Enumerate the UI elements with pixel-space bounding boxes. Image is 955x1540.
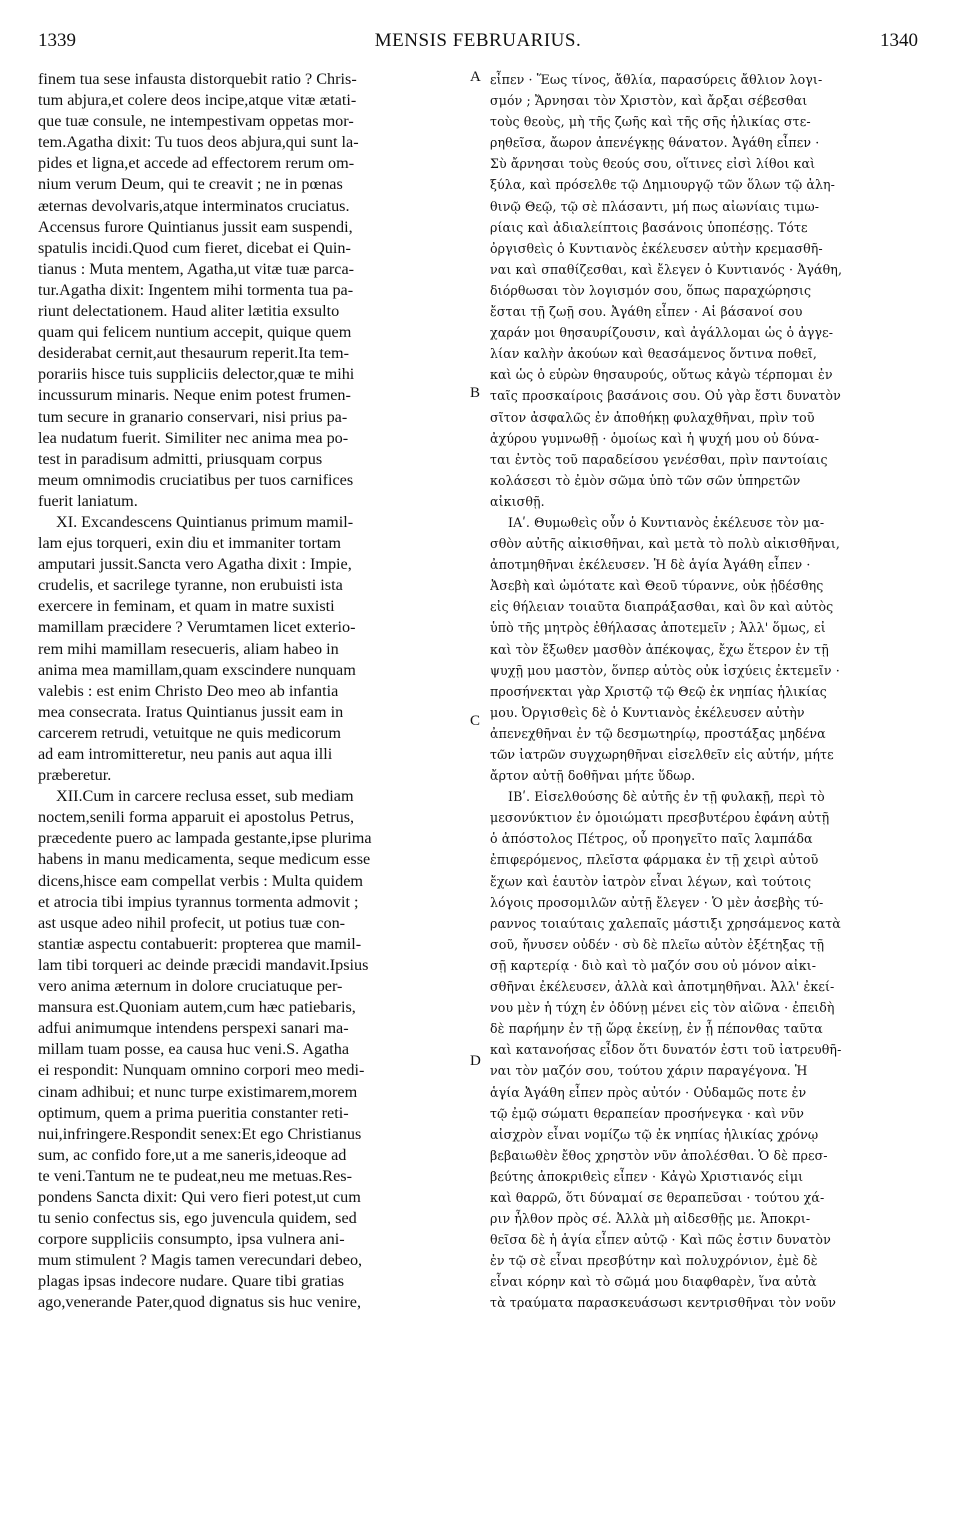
greek-line: λίαν καλὴν ἀκούων καὶ θεασάμενος ὅντινα ποθεῖ,	[490, 346, 818, 362]
latin-line: tur.Agatha dixit: Ingentem mihi tormenta tua pa-	[38, 280, 354, 299]
greek-line: καὶ κατανοήσας εἶδον ὅτι δυνατόν ἐστι τοῦ ἰατρευθῆ-	[490, 1042, 842, 1058]
latin-line: cinam adhibui; et nunc turpe existimarem,morem	[38, 1082, 358, 1101]
latin-line: sum, ac confido fore,ut a me saneris,ideoque ad	[38, 1145, 347, 1164]
latin-line: vero anima æternum in dolore cruciatuque per-	[38, 977, 343, 996]
latin-line: mamillam præcidere ? Verumtamen licet exterio-	[38, 618, 356, 637]
left-page-number: 1339	[38, 30, 76, 51]
latin-line: carcerem retrudi, vetuitque ne quis medicorum	[38, 723, 341, 742]
latin-line: riunt delectationem. Haud aliter lætitia exsulto	[38, 302, 340, 321]
latin-line: habens in manu medicamenta, seque medicum esse	[38, 850, 371, 869]
greek-line: δὲ παρήμην ἐν τῇ ὥρᾳ ἐκείνῃ, ἐν ᾗ πέπονθας ταῦτα	[490, 1021, 823, 1037]
latin-line: tum abjura,et colere deos incipe,atque vitæ ætati-	[38, 91, 357, 110]
latin-line: porariis hisce tuis suppliciis delector,quæ te mihi	[38, 365, 355, 384]
latin-line: tianus : Muta mentem, Agatha,ut vitæ tuæ parca-	[38, 259, 355, 278]
greek-line: σθὸν αὐτῆς αἰκισθῆναι, καὶ μετὰ τὸ πολὺ αἰκισθῆναι,	[490, 536, 840, 552]
latin-line: lea nudatum fuerit. Similiter nec anima mea po-	[38, 428, 349, 447]
latin-line: tem.Agatha dixit: Tu tuos deos abjura,qui sunt la-	[38, 133, 359, 152]
greek-line: τὰ τραύματα παρασκευάσωσι κεντρισθῆναι τὸν νοῦν	[490, 1295, 837, 1311]
greek-line: τῶν ἰατρῶν συγχωρηθῆναι εἰσελθεῖν εἰς αὐτήν, μήτε	[490, 747, 834, 762]
greek-line: εἰς θήλειαν τοιαῦτα διαπράξασθαι, καὶ ὃν καὶ αὐτὸς	[490, 599, 834, 615]
latin-line: pondens Sancta dixit: Qui vero fieri potest,ut cum	[38, 1187, 361, 1206]
greek-line: θινῷ Θεῷ, τῷ σὲ πλάσαντι, μή πως αἰωνίαις τιμω-	[490, 198, 820, 214]
greek-line: ὑπὸ τῆς μητρὸς ἐθήλασας ἀποτεμεῖν ; Ἀλλ' ὅμως, εἰ	[490, 620, 826, 636]
latin-line: crudelis, et sacrilege tyranne, non erubuisti ista	[38, 576, 343, 595]
latin-line: finem tua sese infausta distorquebit ratio ? Chris-	[38, 70, 357, 88]
running-title: MENSIS FEBRUARIUS.	[374, 30, 582, 51]
latin-line: meum omnimodis cruciatibus per tuos carnifices	[38, 470, 354, 489]
greek-line: μεσονύκτιον ἐν ὁμοιώματι πρεσβυτέρου ἐφάνη αὐτῇ	[490, 810, 830, 826]
greek-line: χαράν μοι θησαυρίζουσιν, καὶ ἀγάλλομαι ὡς ὁ ἀγγε-	[490, 325, 834, 341]
greek-line: καὶ τὸν ἔξωθεν μασθὸν ἀπέκοψας, ἔχω ἕτερον ἐν τῇ	[490, 641, 829, 657]
latin-line: desiderabat cernit,aut thesaurum reperit.Ita tem-	[38, 344, 350, 363]
running-header	[38, 30, 918, 58]
greek-line: ἀποτμηθῆναι ἐκέλευσεν. Ἡ δὲ ἁγία Ἀγάθη εἶπεν ·	[490, 557, 811, 573]
latin-line: XII.Cum in carcere reclusa esset, sub mediam	[56, 787, 354, 806]
section-marker-d: D	[470, 1053, 481, 1069]
greek-line: ἔχων καὶ ἑαυτὸν ἰατρὸν εἶναι λέγων, καὶ τούτοις	[490, 873, 812, 889]
latin-line: dicens,hisce eam compellat verbis : Multa quidem	[38, 871, 364, 890]
greek-column	[490, 69, 922, 1314]
greek-line: τῷ ἐμῷ σώματι θεραπείαν προσήνεγκα · καὶ νῦν	[490, 1105, 805, 1121]
greek-line: ρηθεῖσα, ἄωρον ἀπενέγκῃς θάνατον. Ἀγάθη εἶπεν ·	[490, 135, 820, 151]
latin-line: anima mea mamillam,quam exscindere nunquam	[38, 660, 356, 679]
latin-line: æternas devolvaris,atque interminatos cruciatus.	[38, 196, 350, 215]
greek-line: ναι τὸν μαζόν σου, τούτου χάριν παραγέγονα. Ἡ	[490, 1063, 808, 1079]
greek-line: σθῆναι ἐκέλευσεν, ἀλλὰ καὶ ἀποτμηθῆναι. Ἀλλ' ἐκεί-	[490, 979, 835, 995]
greek-line: σῖτον ἀσφαλῶς ἐν ἀποθήκῃ φυλαχθῆναι, πρὶν τοῦ	[490, 409, 815, 425]
greek-line: ταῖς προσκαίροις βασάνοις σου. Οὐ γὰρ ἔστι δυνατὸν	[490, 388, 841, 404]
latin-line: ast usque adeo nihil profecit, ut potius tuæ con-	[38, 913, 346, 932]
latin-line: lam tibi torqueri ac deinde præcidi mandavit.Ipsius	[38, 955, 369, 974]
greek-line: ἄρτον αὐτῇ δοθῆναι μήτε ὕδωρ.	[490, 768, 696, 784]
latin-line: mea consecrata. Iratus Quintianus jussit eam in	[38, 702, 344, 721]
latin-line: que tuæ consule, ne intempestivam oppetas mor-	[38, 112, 354, 131]
greek-line: κολάσεσι τὸ ἐμὸν σῶμα ὑπὸ τῶν σῶν ὑπηρετῶν	[490, 472, 801, 488]
greek-line: σμόν ; Ἄρνησαι τὸν Χριστὸν, καὶ ἄρξαι σέβεσθαι	[490, 93, 808, 109]
latin-line: et atrocia tibi impius tyrannus tormenta admovit ;	[38, 892, 359, 911]
latin-line: spatulis incidi.Quod cum fieret, dicebat ei Quin-	[38, 238, 351, 257]
latin-line: pides et ligna,et accede ad effectorem rerum om-	[38, 154, 355, 173]
latin-line: plagas ipsas indecore nudare. Quare tibi gratias	[38, 1272, 345, 1291]
section-marker-c: C	[470, 713, 481, 729]
greek-line: αἰσχρὸν εἶναι νομίζω τῷ ἐκ νηπίας ἡλικίας χρόνῳ	[490, 1126, 819, 1142]
latin-line: rem mihi mamillam resecueris, aliam habeo in	[38, 639, 339, 658]
latin-line: incussurum minaris. Neque enim potest frumen-	[38, 386, 351, 405]
latin-line: exercere in feminam, et quam in matre suxisti	[38, 597, 335, 616]
greek-line: ἀχύρου γυμνωθῇ · ὁμοίως καὶ ἡ ψυχή μου οὐ δύνα-	[490, 430, 820, 446]
greek-line: Σὺ ἄρνησαι τοὺς θεούς σου, οἵτινες εἰσὶ λίθοι καὶ	[490, 156, 816, 172]
latin-line: corpore suppliciis consumpto, ipsa vulnera ani-	[38, 1230, 345, 1249]
latin-line: mansura est.Quoniam autem,cum hæc patiebaris,	[38, 998, 356, 1017]
greek-line: σοῦ, ἤνυσεν οὐδέν · σὺ δὲ πλεῖω αὐτὸν ἐξέτηξας τῇ	[490, 936, 825, 952]
greek-line: τοὺς θεοὺς, μὴ τῆς ζωῆς καὶ τῆς σῆς ἡλικίας στε-	[490, 114, 811, 130]
latin-line: stantiæ aspectu contabuerit: propterea que mamil-	[38, 934, 362, 953]
section-marker-b: B	[470, 385, 481, 401]
latin-line: ei respondit: Nunquam omnino corpori meo medi-	[38, 1061, 365, 1080]
greek-line: θεῖσα δὲ ἡ ἁγία εἶπεν αὐτῷ · Καὶ πῶς ἐστιν δυνατὸν	[490, 1232, 831, 1248]
greek-line: βεύτης ἀποκριθεὶς εἶπεν · Κἀγὼ Χριστιανός εἰμι	[490, 1168, 804, 1184]
greek-line: βεβαιωθὲν ἔθος χρηστὸν νῦν ἀπολέσθαι. Ὁ δὲ πρεσ-	[490, 1147, 828, 1163]
latin-line: nium verum Deum, qui te creavit ; ne in pœnas	[38, 175, 343, 194]
greek-line: Ἀσεβὴ καὶ ὠμότατε καὶ Θεοῦ τύραννε, οὐκ ᾐδέσθης	[490, 578, 824, 594]
latin-column	[38, 69, 470, 1314]
greek-line: ἀπενεχθῆναι ἐν τῷ δεσμωτηρίῳ, προστάξας μηδένα	[490, 725, 826, 741]
latin-line: noctem,senili forma apparuit ei apostolus Petrus,	[38, 808, 355, 827]
latin-line: te veni.Tantum ne te pudeat,neu me metuas.Res-	[38, 1166, 352, 1185]
right-page-number: 1340	[880, 30, 918, 51]
greek-line: ραννος τοιαύταις χαλεπαῖς μάστιξι χρησάμενος κατὰ	[490, 915, 841, 931]
latin-line: ago,venerande Pater,quod dignatus sis huc venire,	[38, 1293, 362, 1312]
greek-line: ριν ἦλθον πρὸς σέ. Ἀλλὰ μὴ αἰδεσθῇς με. Ἀποκρι-	[490, 1211, 811, 1227]
greek-line: εἶναι κόρην καὶ τὸ σῶμά μου διαφθαρὲν, ἵνα αὐτὰ	[490, 1274, 817, 1290]
latin-line: ad eam intromitteretur, neu panis aut aqua illi	[38, 745, 333, 763]
latin-line: mum stimulent ? Magis tamen verecundari debeo,	[38, 1251, 363, 1270]
greek-line: καὶ θαρρῶ, ὅτι δύναμαί σε θεραπεῦσαι · τούτου χά-	[490, 1189, 825, 1205]
greek-line: ΙΑʹ. Θυμωθεὶς οὖν ὁ Κυντιανὸς ἐκέλευσε τὸν μα-	[508, 514, 825, 530]
greek-line: ἔσται τῇ ζωῇ σου. Ἀγάθη εἶπεν · Αἱ βάσανοί σου	[490, 304, 803, 320]
greek-line: προσήνεκται γὰρ Χριστῷ τῷ Θεῷ ἐκ νηπίας ἡλικίας	[490, 683, 827, 699]
greek-line: μου. Ὀργισθεὶς δὲ ὁ Κυντιανὸς ἐκέλευσεν αὐτὴν	[490, 704, 805, 720]
latin-line: optimum, quem a prima pueritia constanter reti-	[38, 1103, 349, 1122]
greek-line: σῇ καρτερίᾳ · διὸ καὶ τὸ μαζόν σου οὐ μόνον αἰκι-	[490, 957, 817, 973]
latin-line: tum secure in granario conservari, nisi prius pa-	[38, 407, 348, 426]
latin-line: lam ejus torqueri, exin diu et immaniter tortam	[38, 534, 341, 553]
greek-line: ψυχῇ μου μαστὸν, ὅνπερ αὐτὸς οὐκ ἰσχύεις ἐκτεμεῖν ·	[490, 662, 840, 678]
latin-line: tu senio confectus sis, ego juvencula quidem, sed	[38, 1209, 357, 1228]
latin-line: præberetur.	[38, 766, 112, 785]
greek-line: λόγοις προσομιλῶν αὐτῇ ἔλεγεν · Ὁ μὲν ἀσεβὴς τύ-	[490, 894, 824, 910]
greek-line: καὶ ὡς ὁ εὑρὼν θησαυρούς, οὕτως κἀγὼ τέρπομαι ἐν	[490, 367, 833, 383]
greek-line: εἶπεν · Ἕως τίνος, ἄθλία, παρασύρεις ἄθλιον λογι-	[490, 72, 823, 87]
greek-line: ἐπιφερόμενος, πλεῖστα φάρμακα ἐν τῇ χειρὶ αὐτοῦ	[490, 852, 819, 868]
greek-line: ρίαις καὶ ἀδιαλείπτοις βασάνοις ὑποπέσῃς. Τότε	[490, 219, 808, 235]
greek-line: αἰκισθῇ.	[490, 493, 545, 509]
greek-line: ἁγία Ἀγάθη εἶπεν πρὸς αὐτόν · Οὐδαμῶς ποτε ἐν	[490, 1084, 807, 1100]
greek-line: ξύλα, καὶ πρόσελθε τῷ Δημιουργῷ τῶν ὅλων τῷ ἀλη-	[490, 177, 836, 193]
greek-line: ἐν τῷ σὲ εἶναι πρεσβύτην καὶ πολυχρόνιον, ἐμὲ δὲ	[490, 1253, 818, 1269]
section-marker-a: A	[470, 69, 481, 85]
greek-line: ναι καὶ σπαθίζεσθαι, καὶ ἔλεγεν ὁ Κυντιανός · Ἀγάθη,	[490, 261, 843, 277]
latin-line: nui,infringere.Respondit senex:Et ego Christianus	[38, 1124, 362, 1143]
latin-line: Accensus furore Quintianus jussit eam suspendi,	[38, 217, 353, 236]
greek-line: ΙΒʹ. Εἰσελθούσης δὲ αὐτῆς ἐν τῇ φυλακῇ, περὶ τὸ	[508, 789, 825, 805]
greek-line: ὁ ἀπόστολος Πέτρος, οὗ προηγεῖτο παῖς λαμπάδα	[490, 831, 813, 847]
latin-line: millam tuam posse, ea causa huc veni.S. Agatha	[38, 1040, 350, 1059]
greek-line: διόρθωσαι τὸν λογισμόν σου, ὅπως παραχώρησις	[490, 282, 812, 298]
latin-line: quam qui felicem nuntium accepit, quique quem	[38, 323, 352, 342]
latin-line: XI. Excandescens Quintianus primum mamil-	[56, 512, 354, 531]
greek-line: ὀργισθεὶς ὁ Κυντιανὸς ἐκέλευσεν αὐτὴν κρεμασθῆ-	[490, 240, 823, 256]
latin-line: test in paradisum admitti, priusquam corpus	[38, 449, 323, 468]
latin-line: valebis : est enim Christo Deo meo ab infantia	[38, 681, 339, 700]
greek-line: ται ἐντὸς τοῦ παραδείσου γενέσθαι, πρὶν παντοίαις	[490, 451, 828, 467]
latin-line: præcedente puero ac lampada gestante,ipse plurima	[38, 829, 372, 848]
greek-line: νου μὲν ἡ τύχη ἐν ὀδύνῃ μένει εἰς τὸν αἰῶνα · ἐπειδὴ	[490, 1000, 835, 1016]
latin-line: amputari jussit.Sancta vero Agatha dixit : Impie,	[38, 555, 352, 574]
latin-line: fuerit laniatum.	[38, 491, 138, 510]
latin-line: adfui animumque intendens perspexi sanari ma-	[38, 1019, 349, 1038]
